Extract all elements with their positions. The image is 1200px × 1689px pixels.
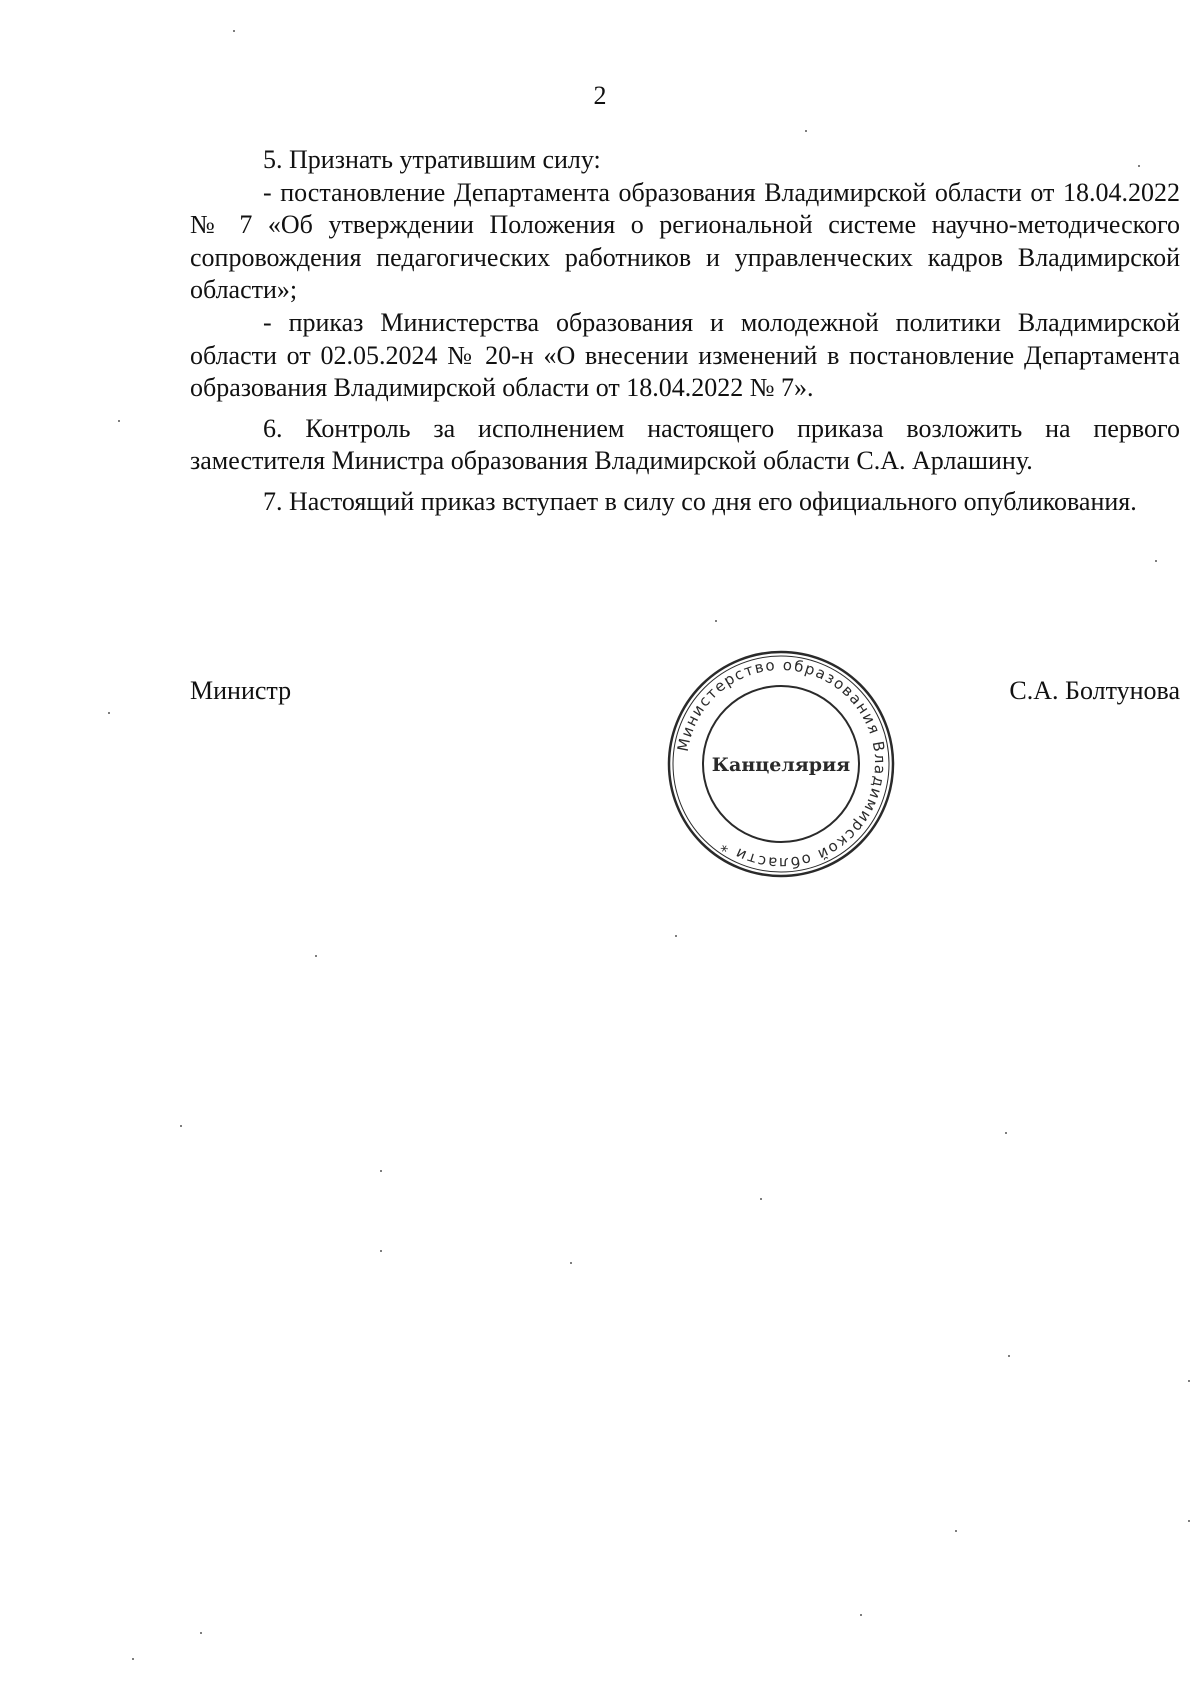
signer-title: Министр xyxy=(190,676,292,705)
scan-speck xyxy=(233,30,235,32)
scan-speck xyxy=(1008,1355,1010,1357)
scan-speck xyxy=(1188,1520,1190,1522)
page-number: 2 xyxy=(593,81,607,110)
scan-speck xyxy=(200,1632,202,1634)
scan-speck xyxy=(118,420,120,422)
scan-speck xyxy=(715,620,717,622)
official-seal xyxy=(665,648,897,880)
scan-speck xyxy=(108,712,110,714)
scan-speck xyxy=(805,130,807,132)
seal-ring-textpath: Министерство образования Владимирской области * xyxy=(673,655,890,873)
paragraph-7: 7. Настоящий приказ вступает в силу со дня его официального опубликования. xyxy=(263,486,1137,516)
paragraph-5-item-1: - постановление Департамента образования Владимирской области от 18.04.2022 № 7 «Об утверждении Положения о региональной системе научно-методического сопровождения педагогических работников и управленческих кадров Владимирской области»; xyxy=(190,177,1180,305)
paragraph-6: 6. Контроль за исполнением настоящего приказа возложить на первого заместителя Министра образования Владимирской области С.А. Арлашину. xyxy=(190,413,1180,476)
scan-speck xyxy=(380,1170,382,1172)
scan-speck xyxy=(1155,560,1157,562)
signer-name: С.А. Болтунова xyxy=(1009,676,1180,705)
scan-speck xyxy=(860,1614,862,1616)
scan-speck xyxy=(1005,1132,1007,1134)
seal-center-text: Канцелярия xyxy=(711,754,851,776)
scan-speck xyxy=(315,955,317,957)
paragraph-5-heading: 5. Признать утратившим силу: xyxy=(263,145,601,174)
scan-speck xyxy=(675,935,677,937)
paragraph-5-item-2: - приказ Министерства образования и молодежной политики Владимирской области от 02.05.2024 № 20-н «О внесении изменений в постановление Департамента образования Владимирской области от 18.04.2022 № 7». xyxy=(190,307,1180,403)
scan-speck xyxy=(955,1530,957,1532)
document-body xyxy=(190,144,1180,519)
scan-speck xyxy=(760,1198,762,1200)
scan-speck xyxy=(1188,1380,1190,1382)
scan-speck xyxy=(1138,165,1140,167)
scan-speck xyxy=(180,1125,182,1127)
scan-speck xyxy=(570,1262,572,1264)
scan-speck xyxy=(380,1250,382,1252)
scan-speck xyxy=(132,1658,134,1660)
